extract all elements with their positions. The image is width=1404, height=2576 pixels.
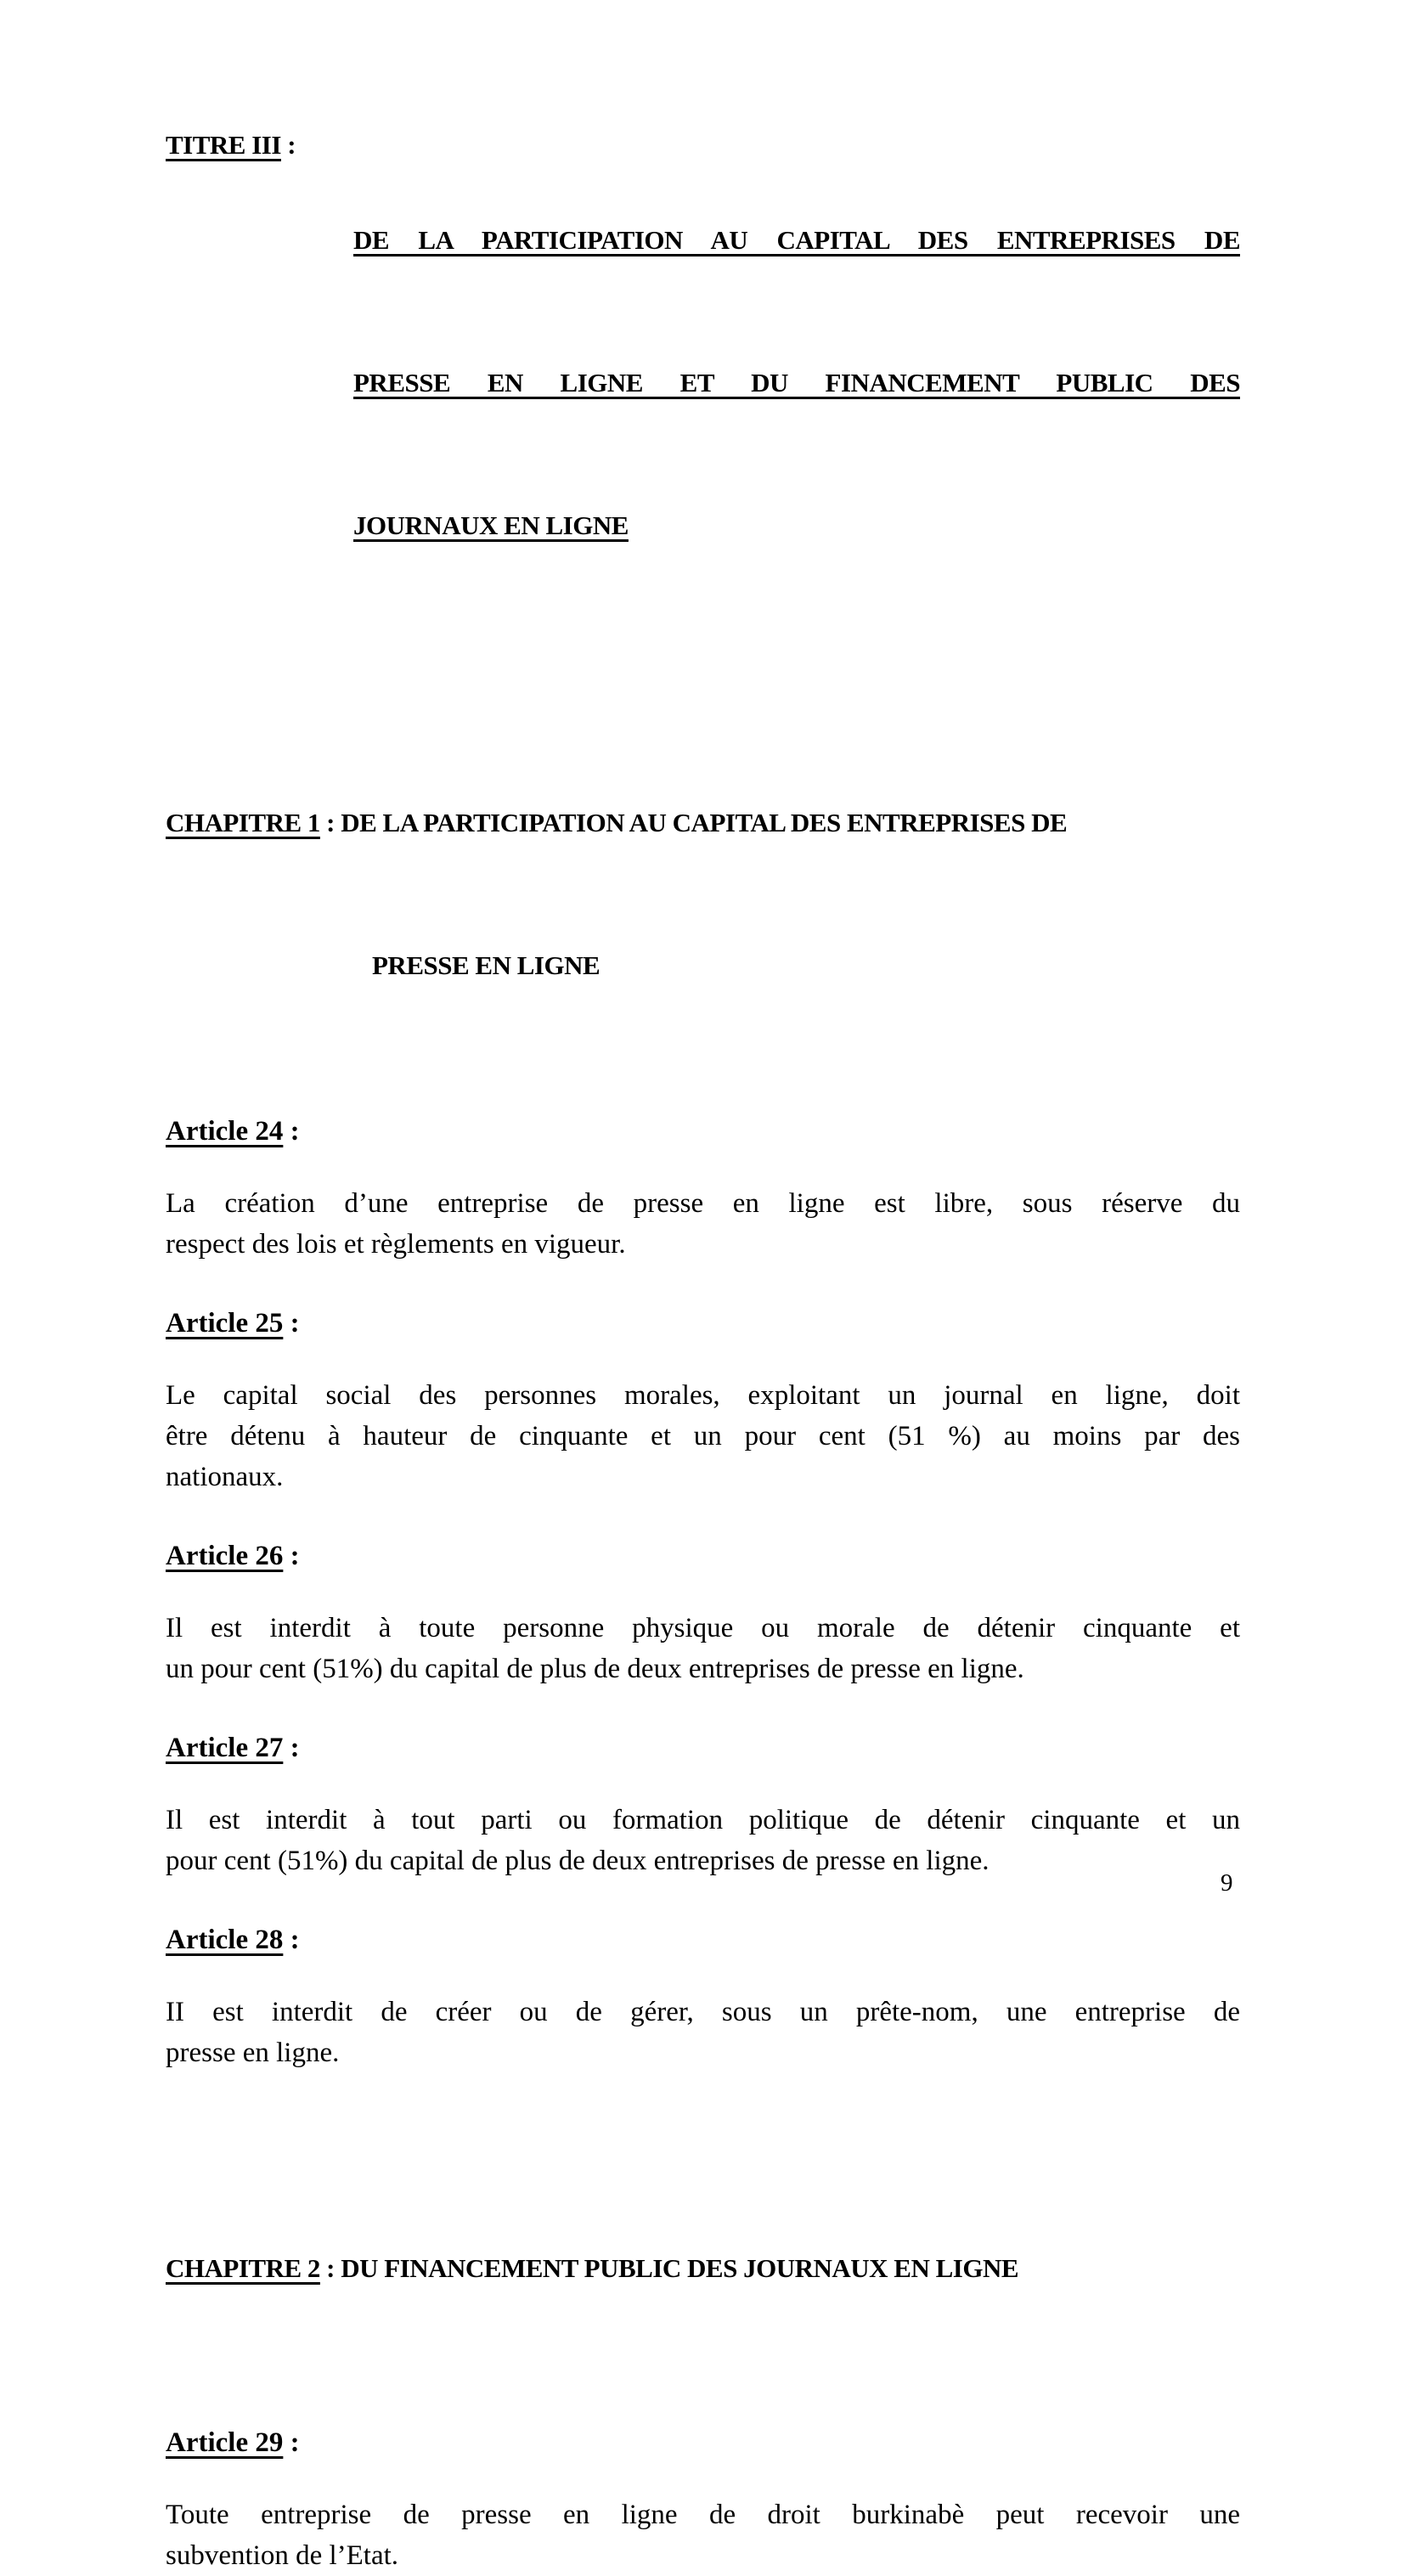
chapitre-1-label: CHAPITRE 1 bbox=[166, 808, 320, 837]
article-26-heading bbox=[166, 1535, 1240, 1577]
chapitre-2-heading bbox=[166, 2150, 1240, 2387]
article-28-paragraph bbox=[166, 1992, 1240, 2073]
paragraph-line: subvention de l’Etat. bbox=[166, 2540, 399, 2571]
article-28-heading-text: Article 28 bbox=[166, 1925, 284, 1955]
article-29-heading bbox=[166, 2421, 1240, 2464]
chapitre-2-label: CHAPITRE 2 bbox=[166, 2253, 320, 2283]
paragraph-line: pour cent (51%) du capital de plus de deux entreprises de presse en ligne. bbox=[166, 1846, 990, 1876]
titre-iii-text bbox=[353, 121, 1240, 645]
article-25-heading-text: Article 25 bbox=[166, 1308, 284, 1339]
chapitre-1-line-2: PRESSE EN LIGNE bbox=[372, 950, 601, 980]
chapitre-1-line-1 bbox=[166, 799, 1240, 847]
paragraph-line: respect des lois et règlements en vigueur. bbox=[166, 1229, 626, 1260]
article-29-heading-text: Article 29 bbox=[166, 2427, 284, 2458]
article-25-paragraph bbox=[166, 1375, 1240, 1497]
titre-iii-label bbox=[166, 121, 353, 645]
chapitre-1-heading bbox=[166, 704, 1240, 1085]
paragraph-line: Le capital social des personnes morales, exploitant un journal en ligne, doit bbox=[166, 1380, 1240, 1411]
article-28-heading-colon: : bbox=[283, 1925, 300, 1955]
article-27-paragraph bbox=[166, 1800, 1240, 1881]
article-27-heading-colon: : bbox=[283, 1733, 300, 1763]
chapitre-2-line-1 bbox=[166, 2245, 1240, 2292]
article-27-heading-text: Article 27 bbox=[166, 1733, 284, 1763]
article-25-heading-colon: : bbox=[283, 1308, 300, 1339]
paragraph-line: un pour cent (51%) du capital de plus de deux entreprises de presse en ligne. bbox=[166, 1654, 1024, 1684]
titre-iii-line-2: PRESSE EN LIGNE ET DU FINANCEMENT PUBLIC DES bbox=[353, 368, 1240, 397]
page-number: 9 bbox=[1221, 1869, 1233, 1897]
titre-iii-heading bbox=[166, 121, 1240, 645]
article-24-heading-colon: : bbox=[283, 1116, 300, 1147]
titre-iii-line-1: DE LA PARTICIPATION AU CAPITAL DES ENTREPRISES DE bbox=[353, 225, 1240, 255]
chapitre-1-rest: : DE LA PARTICIPATION AU CAPITAL DES ENTREPRISES DE bbox=[319, 808, 1068, 837]
article-26-heading-colon: : bbox=[283, 1541, 300, 1571]
article-24-paragraph bbox=[166, 1183, 1240, 1265]
article-24-heading bbox=[166, 1110, 1240, 1153]
article-27-heading bbox=[166, 1727, 1240, 1769]
titre-iii-label-colon: : bbox=[280, 130, 296, 160]
article-25-heading bbox=[166, 1302, 1240, 1344]
article-26-paragraph bbox=[166, 1608, 1240, 1689]
paragraph-line: La création d’une entreprise de presse en ligne est libre, sous réserve du bbox=[166, 1188, 1240, 1219]
paragraph-line: presse en ligne. bbox=[166, 2038, 340, 2068]
chapitre-2-rest: : DU FINANCEMENT PUBLIC DES JOURNAUX EN LIGNE bbox=[319, 2253, 1019, 2283]
paragraph-line: Il est interdit à toute personne physique ou morale de détenir cinquante et bbox=[166, 1613, 1240, 1643]
paragraph-line: Toute entreprise de presse en ligne de droit burkinabè peut recevoir une bbox=[166, 2500, 1240, 2530]
paragraph-line: nationaux. bbox=[166, 1462, 284, 1492]
article-29-heading-colon: : bbox=[283, 2427, 300, 2458]
paragraph-line: Il est interdit à tout parti ou formation politique de détenir cinquante et un bbox=[166, 1805, 1240, 1835]
paragraph-line: II est interdit de créer ou de gérer, sous un prête-nom, une entreprise de bbox=[166, 1997, 1240, 2027]
article-26-heading-text: Article 26 bbox=[166, 1541, 284, 1571]
article-28-heading bbox=[166, 1919, 1240, 1961]
article-24-heading-text: Article 24 bbox=[166, 1116, 284, 1147]
titre-iii-label-text: TITRE III bbox=[166, 130, 281, 160]
article-29-paragraph bbox=[166, 2494, 1240, 2576]
titre-iii-line-3: JOURNAUX EN LIGNE bbox=[353, 510, 629, 540]
paragraph-line: être détenu à hauteur de cinquante et un pour cent (51 %) au moins par des bbox=[166, 1421, 1240, 1451]
